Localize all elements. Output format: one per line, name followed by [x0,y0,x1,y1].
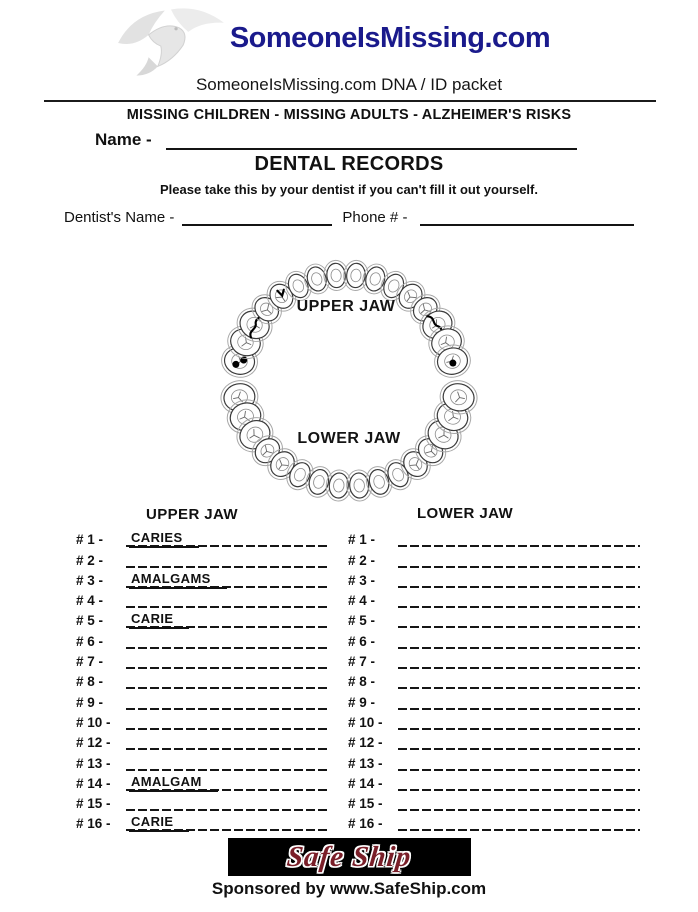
upper-jaw-rows [76,527,332,831]
tooth-row [76,628,332,648]
tooth-entry-line [126,547,332,567]
tooth-entry-line [398,547,642,567]
tooth-number-label: # 3 - [348,572,379,588]
tooth-row [348,628,642,648]
tooth-number-label: # 12 - [76,735,115,751]
tooth-number-label: # 8 - [76,674,107,690]
tooth-row [76,750,332,770]
name-label: Name - [95,130,157,149]
header-divider [44,100,656,102]
tooth-number-label: # 2 - [348,552,379,568]
tooth-row [348,771,642,791]
safeship-logo-text: Safe Ship [285,840,414,873]
tooth-number-label: # 3 - [76,572,107,588]
tagline: MISSING CHILDREN - MISSING ADULTS - ALZHEIMER'S RISKS [126,107,572,123]
tooth-number-label: # 7 - [348,654,379,670]
tooth-entry-line [398,750,642,770]
tooth-number-label: # 10 - [348,714,387,730]
tooth-entry-line [126,730,332,750]
tooth-number-label: # 9 - [348,694,379,710]
tooth-row [348,811,642,831]
tooth-entry-line [126,689,332,709]
tooth-row [348,608,642,628]
tooth-entry-line [398,669,642,689]
lower-jaw-rows [348,527,642,831]
tooth-entry-line [126,568,332,588]
tooth-entry-line [126,710,332,730]
tooth-row [348,689,642,709]
tooth-number-label: # 1 - [76,532,107,548]
tooth-entry-line [126,669,332,689]
tooth-row [76,669,332,689]
tooth-row [348,710,642,730]
phone-blank-line [420,205,634,226]
instruction-text: Please take this by your dentist if you can't fill it out yourself. [159,182,538,197]
tooth-number-label: # 13 - [348,755,387,771]
tooth-entry-line [398,568,642,588]
tooth-number-label: # 5 - [348,613,379,629]
tooth-row [76,568,332,588]
tooth-entry-line [398,588,642,608]
tooth-entry-line [126,527,332,547]
packet-subtitle: SomeoneIsMissing.com DNA / ID packet [195,75,503,94]
tooth-row [76,689,332,709]
tooth-entry-line [126,771,332,791]
name-blank-line [166,129,577,150]
tooth-row [348,588,642,608]
tooth-row [76,547,332,567]
tooth-number-label: # 13 - [76,755,115,771]
tooth-number-label: # 15 - [76,796,115,812]
tooth-row [348,750,642,770]
upper-jaw-diagram-label: UPPER JAW [296,298,396,315]
upper-jaw-diagram [210,236,482,380]
tooth-entry-line [126,649,332,669]
tooth-entry-line [398,649,642,669]
lower-jaw-diagram [209,380,489,510]
name-field-row [95,129,577,150]
tooth-entry-line [126,588,332,608]
tooth-entry-value: CARIE [129,611,189,629]
tooth-number-label: # 4 - [348,593,379,609]
tooth-entry-line [398,608,642,628]
tooth-entry-line [126,750,332,770]
tooth-row [76,588,332,608]
sponsor-text: Sponsored by www.SafeShip.com [211,879,487,898]
tooth-row [76,527,332,547]
tooth-row [348,527,642,547]
tooth-number-label: # 1 - [348,532,379,548]
tooth-number-label: # 6 - [76,633,107,649]
tooth-entry-line [398,730,642,750]
dentist-name-blank-line [182,205,332,226]
tooth-number-label: # 10 - [76,714,115,730]
tooth-row [76,649,332,669]
tooth-number-label: # 5 - [76,613,107,629]
tooth-row [348,547,642,567]
lower-jaw-diagram-label: LOWER JAW [297,430,401,447]
tooth-entry-value: CARIES [129,530,199,548]
site-title: SomeoneIsMissing.com [229,22,551,54]
dentist-field-row [64,205,634,226]
tooth-row [76,771,332,791]
tooth-entry-line [398,771,642,791]
tooth-entry-line [398,791,642,811]
tooth-number-label: # 14 - [76,775,115,791]
phone-label: Phone # - [342,209,412,226]
tooth-number-label: # 7 - [76,654,107,670]
tooth-row [76,791,332,811]
tooth-number-label: # 14 - [348,775,387,791]
tooth-entry-line [398,689,642,709]
tooth-number-label: # 9 - [76,694,107,710]
tooth-entry-value: AMALGAMS [129,571,227,589]
tooth-row [348,669,642,689]
tooth-entry-line [398,628,642,648]
tooth-entry-line [398,811,642,831]
tooth-number-label: # 16 - [348,816,387,832]
tooth-row [348,791,642,811]
tooth-row [76,730,332,750]
tooth-entry-line [126,608,332,628]
tooth-number-label: # 16 - [76,816,115,832]
tooth-number-label: # 15 - [348,796,387,812]
tooth-number-label: # 12 - [348,735,387,751]
tooth-number-label: # 8 - [348,674,379,690]
tooth-number-label: # 4 - [76,593,107,609]
tooth-entry-line [126,628,332,648]
tooth-entry-value: AMALGAM [129,774,218,792]
tooth-entry-value: CARIE [129,814,189,832]
tooth-row [76,608,332,628]
tooth-number-label: # 2 - [76,552,107,568]
safeship-logo [228,838,471,876]
tooth-number-label: # 6 - [348,633,379,649]
dentist-name-label: Dentist's Name - [64,209,175,226]
tooth-row [76,811,332,831]
tooth-entry-line [398,527,642,547]
tooth-row [348,649,642,669]
tooth-entry-line [398,710,642,730]
section-title: DENTAL RECORDS [254,153,444,175]
tooth-entry-line [126,791,332,811]
tooth-row [348,568,642,588]
tooth-row [76,710,332,730]
tooth-entry-line [126,811,332,831]
upper-jaw-column-heading: UPPER JAW [146,506,238,523]
lower-jaw-column-heading: LOWER JAW [416,505,514,522]
tooth-row [348,730,642,750]
